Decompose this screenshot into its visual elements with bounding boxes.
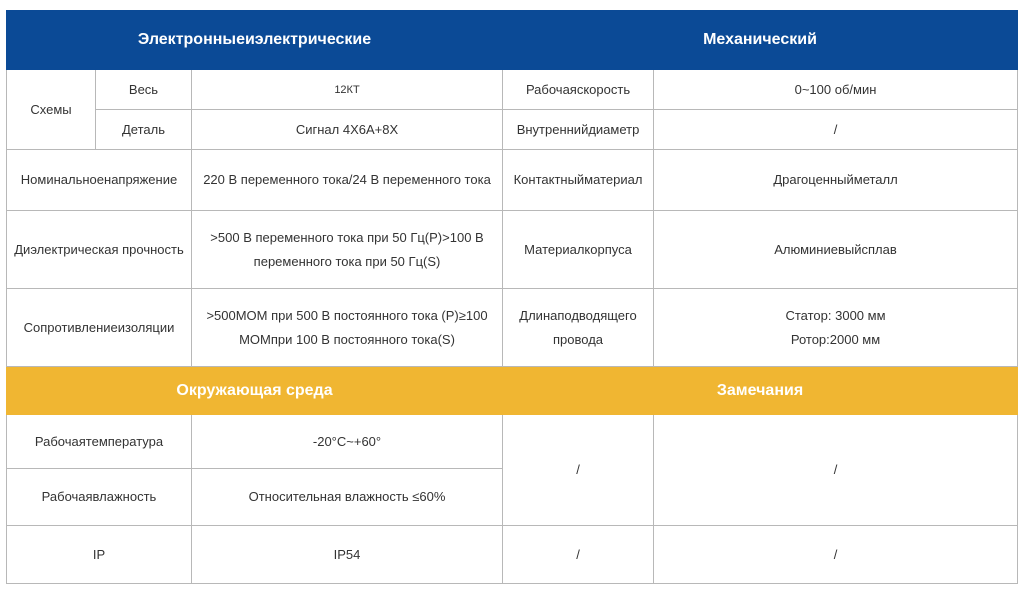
contact-material-value: Драгоценныйметалл [654, 150, 1018, 211]
ip-label: IP [7, 526, 192, 584]
spec-table [6, 10, 1018, 584]
insulation-value: >500МОМ при 500 В постоянного тока (P)≥100 МОМпри 100 В постоянного тока(S) [192, 289, 503, 367]
notes-cell-right: / [654, 415, 1018, 526]
rated-voltage-value: 220 В переменного тока/24 В переменного тока [192, 150, 503, 211]
rated-voltage-label: Номинальноенапряжение [7, 150, 192, 211]
ip-notes-left: / [503, 526, 654, 584]
inner-diameter-value: / [654, 110, 1018, 150]
contact-material-label: Контактныйматериал [503, 150, 654, 211]
header-mechanical: Механический [503, 11, 1018, 70]
notes-cell-left: / [503, 415, 654, 526]
lead-length-rotor: Ротор:2000 мм [790, 331, 881, 347]
speed-label: Рабочаяскорость [503, 70, 654, 110]
detail-label: Деталь [96, 110, 192, 150]
housing-material-value: Алюминиевыйсплав [654, 211, 1018, 289]
humidity-label: Рабочаявлажность [7, 469, 192, 526]
speed-value: 0~100 об/мин [654, 70, 1018, 110]
temperature-value: -20°C~+60° [192, 415, 503, 469]
humidity-value: Относительная влажность ≤60% [192, 469, 503, 526]
schemes-label: Схемы [7, 70, 96, 150]
temperature-label: Рабочаятемпература [7, 415, 192, 469]
header-electrical: Электронныеиэлектрические [7, 11, 503, 70]
dielectric-value: >500 В переменного тока при 50 Гц(P)>100 В переменного тока при 50 Гц(S) [192, 211, 503, 289]
inner-diameter-label: Внутреннийдиаметр [503, 110, 654, 150]
weight-value: 12КТ [192, 70, 503, 110]
lead-length-stator: Статор: 3000 мм [785, 307, 886, 323]
housing-material-label: Материалкорпуса [503, 211, 654, 289]
lead-length-value [654, 289, 1018, 367]
insulation-label: Сопротивлениеизоляции [7, 289, 192, 367]
dielectric-label: Диэлектрическая прочность [7, 211, 192, 289]
lead-length-label: Длинаподводящего провода [503, 289, 654, 367]
ip-value: IP54 [192, 526, 503, 584]
ip-notes-right: / [654, 526, 1018, 584]
header-environment: Окружающая среда [7, 367, 503, 415]
header-notes: Замечания [503, 367, 1018, 415]
weight-label: Весь [96, 70, 192, 110]
detail-value: Сигнал 4Х6А+8Х [192, 110, 503, 150]
